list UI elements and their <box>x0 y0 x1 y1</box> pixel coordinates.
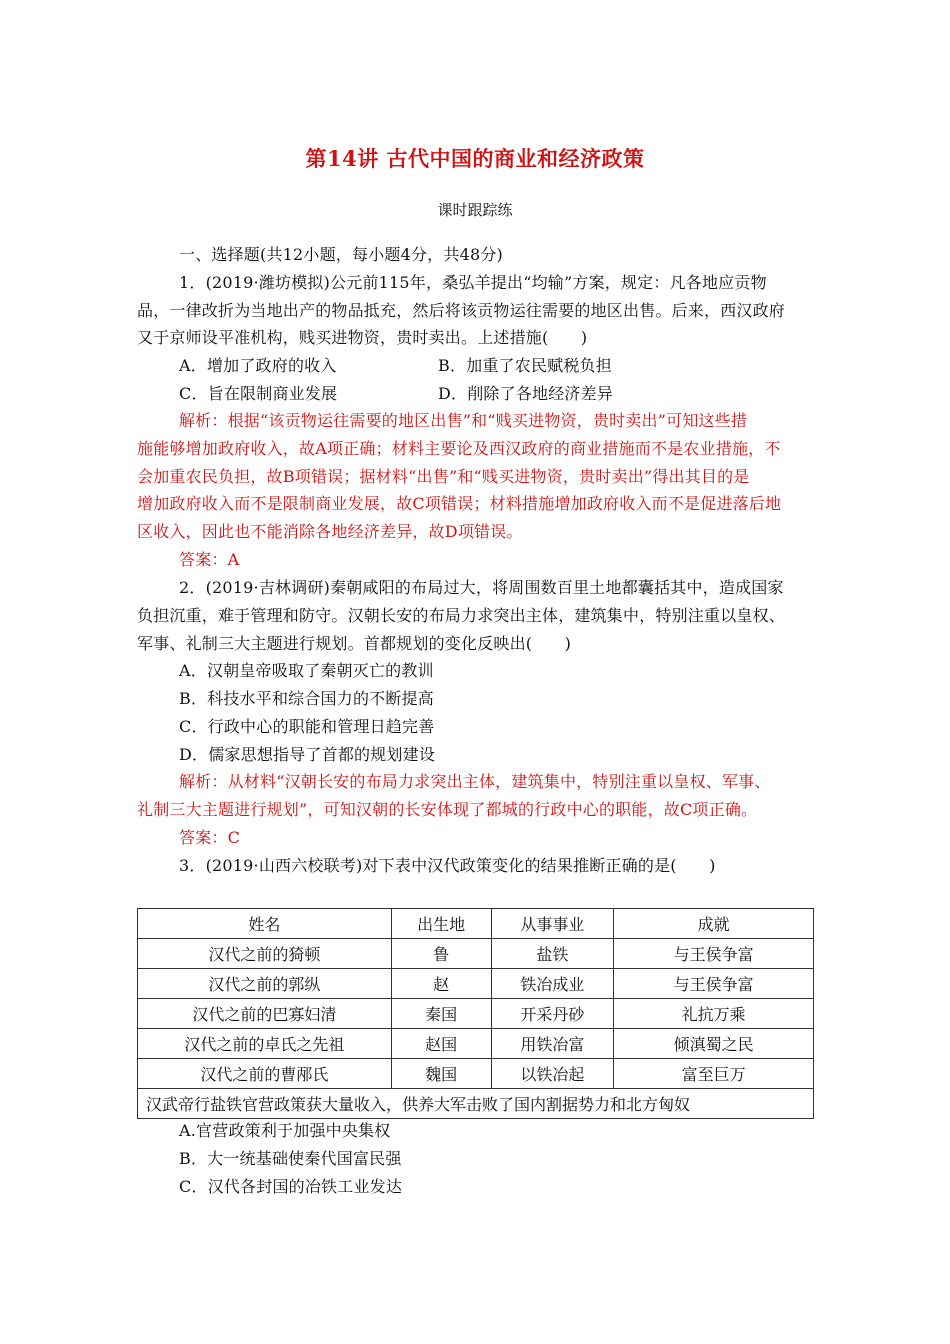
q1-analysis-line: 施能够增加政府收入，故A项正确；材料主要论及西汉政府的商业措施而不是农业措施，不 <box>137 439 781 458</box>
q1-analysis-line: 会加重农民负担，故B项错误；据材料“出售”和“贱买进物资，贵时卖出”得出其目的是 <box>137 467 750 486</box>
q1-option-d: D．削除了各地经济差异 <box>438 384 614 403</box>
table-note-row <box>138 1089 814 1119</box>
table-cell: 鲁 <box>391 939 491 969</box>
q3-option-a: A.官营政策利于加强中央集权 <box>179 1121 391 1140</box>
table-cell: 魏国 <box>391 1059 491 1089</box>
q1-stem-line: 品，一律改折为当地出产的物品抵充，然后将该贡物运往需要的地区出售。后来，西汉政府 <box>137 301 786 320</box>
q2-analysis-line: 礼制三大主题进行规划”，可知汉朝的长安体现了都城的行政中心的职能，故C项正确。 <box>137 800 758 819</box>
q3-option-c: C．汉代各封国的冶铁工业发达 <box>179 1177 403 1196</box>
q1-analysis-line: 解析：根据“该贡物运往需要的地区出售”和“贱买进物资，贵时卖出”可知这些措 <box>179 411 748 430</box>
table-row <box>138 939 814 969</box>
table-header-cell: 姓名 <box>138 909 392 939</box>
table-row <box>138 999 814 1029</box>
table-header-cell: 出生地 <box>391 909 491 939</box>
table-cell: 秦国 <box>391 999 491 1029</box>
table-cell: 汉代之前的曹邴氏 <box>138 1059 392 1089</box>
table-cell: 赵 <box>391 969 491 999</box>
table-cell: 铁冶成业 <box>491 969 614 999</box>
q2-stem-line: 负担沉重，难于管理和防守。汉朝长安的布局力求突出主体，建筑集中，特别注重以皇权、 <box>137 606 786 625</box>
q1-stem-line: 1．(2019·潍坊模拟)公元前115年，桑弘羊提出“均输”方案，规定：凡各地应贡物 <box>179 273 767 292</box>
table-cell: 汉代之前的猗顿 <box>138 939 392 969</box>
section-heading: 一、选择题(共12小题，每小题4分，共48分) <box>179 245 503 264</box>
q2-stem-line: 2．(2019·吉林调研)秦朝咸阳的布局过大，将周围数百里土地都囊括其中，造成国家 <box>179 578 784 597</box>
q2-answer: 答案：C <box>179 828 241 847</box>
page-title: 第14讲 古代中国的商业和经济政策 <box>305 146 645 171</box>
page-subtitle: 课时跟踪练 <box>437 201 513 219</box>
q1-analysis-line: 增加政府收入而不是限制商业发展，故C项错误；材料措施增加政府收入而不是促进落后地 <box>137 494 782 513</box>
q2-stem-line: 军事、礼制三大主题进行规划。首都规划的变化反映出( ) <box>137 634 572 653</box>
table-note: 汉武帝行盐铁官营政策获大量收入，供养大军击败了国内割据势力和北方匈奴 <box>138 1089 814 1119</box>
table-cell: 富至巨万 <box>614 1059 814 1089</box>
table-header-cell: 成就 <box>614 909 814 939</box>
table-row <box>138 1059 814 1089</box>
table-cell: 盐铁 <box>491 939 614 969</box>
q2-analysis-line: 解析：从材料“汉朝长安的布局力求突出主体，建筑集中，特别注重以皇权、军事、 <box>179 772 771 791</box>
table-cell: 用铁冶富 <box>491 1029 614 1059</box>
table-row <box>138 969 814 999</box>
table-header-cell: 从事事业 <box>491 909 614 939</box>
table-cell: 礼抗万乘 <box>614 999 814 1029</box>
q2-option-c: C．行政中心的职能和管理日趋完善 <box>179 717 435 736</box>
q1-option-b: B．加重了农民赋税负担 <box>438 356 612 375</box>
q1-analysis-line: 区收入，因此也不能消除各地经济差异，故D项错误。 <box>137 522 523 541</box>
table-header-row <box>138 909 814 939</box>
q2-option-b: B．科技水平和综合国力的不断提高 <box>179 689 434 708</box>
table-cell: 赵国 <box>391 1029 491 1059</box>
table-cell: 汉代之前的卓氏之先祖 <box>138 1029 392 1059</box>
table-cell: 汉代之前的巴寡妇清 <box>138 999 392 1029</box>
q2-option-a: A．汉朝皇帝吸取了秦朝灭亡的教训 <box>179 661 434 680</box>
table-cell: 与王侯争富 <box>614 939 814 969</box>
table-cell: 汉代之前的郭纵 <box>138 969 392 999</box>
merchants-table <box>137 908 814 1119</box>
table-cell: 与王侯争富 <box>614 969 814 999</box>
q3-stem-line: 3．(2019·山西六校联考)对下表中汉代政策变化的结果推断正确的是( ) <box>179 856 716 875</box>
q2-option-d: D．儒家思想指导了首都的规划建设 <box>179 745 436 764</box>
table-cell: 开采丹砂 <box>491 999 614 1029</box>
q1-option-c: C．旨在限制商业发展 <box>179 384 338 403</box>
table-cell: 倾滇蜀之民 <box>614 1029 814 1059</box>
table-row <box>138 1029 814 1059</box>
table-cell: 以铁冶起 <box>491 1059 614 1089</box>
q1-option-a: A．增加了政府的收入 <box>179 356 337 375</box>
q1-stem-line: 又于京师设平准机构，贱买进物资，贵时卖出。上述措施( ) <box>137 328 588 347</box>
q3-option-b: B．大一统基础使秦代国富民强 <box>179 1149 402 1168</box>
q1-answer: 答案：A <box>179 550 240 569</box>
